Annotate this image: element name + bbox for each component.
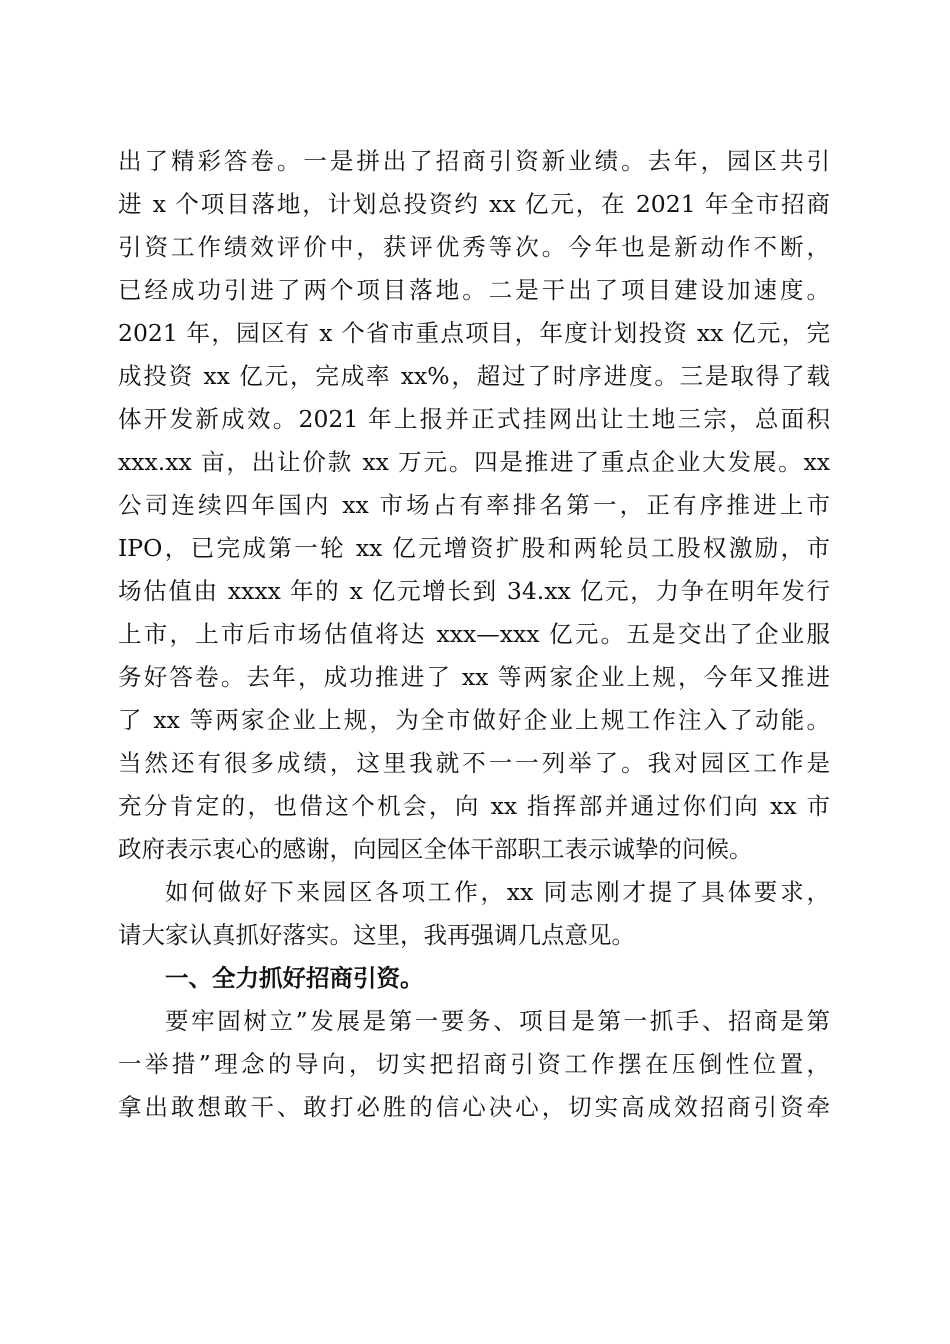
text-line: xxx.xx 亩，出让价款 xx 万元。四是推进了重点企业大发展。xx (118, 448, 830, 476)
text-line: 如何做好下来园区各项工作，xx 同志刚才提了具体要求， (165, 878, 830, 906)
text-line: 要牢固树立”发展是第一要务、项目是第一抓手、招商是第 (165, 1007, 830, 1035)
text-line: 务好答卷。去年，成功推进了 xx 等两家企业上规，今年又推进 (118, 663, 830, 691)
paragraph-achievements (118, 140, 830, 871)
text-line: 政府表示衷心的感谢，向园区全体干部职工表示诚挚的问候。 (118, 835, 753, 863)
text-line: 一举措”理念的导向，切实把招商引资工作摆在压倒性位置， (118, 1050, 830, 1078)
text-line: 充分肯定的，也借这个机会，向 xx 指挥部并通过你们向 xx 市 (118, 792, 830, 820)
text-line: 已经成功引进了两个项目落地。二是干出了项目建设加速度。 (118, 276, 830, 304)
text-line: 了 xx 等两家企业上规，为全市做好企业上规工作注入了动能。 (118, 706, 830, 734)
text-line: 上市，上市后市场估值将达 xxx—xxx 亿元。五是交出了企业服 (118, 620, 830, 648)
text-line: 出了精彩答卷。一是拼出了招商引资新业绩。去年，园区共引 (118, 147, 830, 175)
text-line: IPO，已完成第一轮 xx 亿元增资扩股和两轮员工股权激励，市 (118, 534, 830, 562)
text-line: 体开发新成效。2021 年上报并正式挂网出让土地三宗，总面积 (118, 405, 830, 433)
paragraph-investment (118, 1000, 830, 1129)
text-line: 公司连续四年国内 xx 市场占有率排名第一，正有序推进上市 (118, 491, 830, 519)
document-body (118, 140, 830, 1129)
text-line: 引资工作绩效评价中，获评优秀等次。今年也是新动作不断， (118, 233, 830, 261)
text-line: 场估值由 xxxx 年的 x 亿元增长到 34.xx 亿元，力争在明年发行 (118, 577, 830, 605)
text-line: 当然还有很多成绩，这里我就不一一列举了。我对园区工作是 (118, 749, 830, 777)
text-line: 进 x 个项目落地，计划总投资约 xx 亿元，在 2021 年全市招商 (118, 190, 830, 218)
text-line: 请大家认真抓好落实。这里，我再强调几点意见。 (118, 921, 635, 949)
text-line: 拿出敢想敢干、敢打必胜的信心决心，切实高成效招商引资牵 (118, 1093, 830, 1121)
paragraph-requirements (118, 871, 830, 957)
text-line: 2021 年，园区有 x 个省市重点项目，年度计划投资 xx 亿元，完 (118, 319, 830, 347)
text-line: 成投资 xx 亿元，完成率 xx%，超过了时序进度。三是取得了载 (118, 362, 830, 390)
section-heading: 一、全力抓好招商引资。 (165, 964, 424, 992)
